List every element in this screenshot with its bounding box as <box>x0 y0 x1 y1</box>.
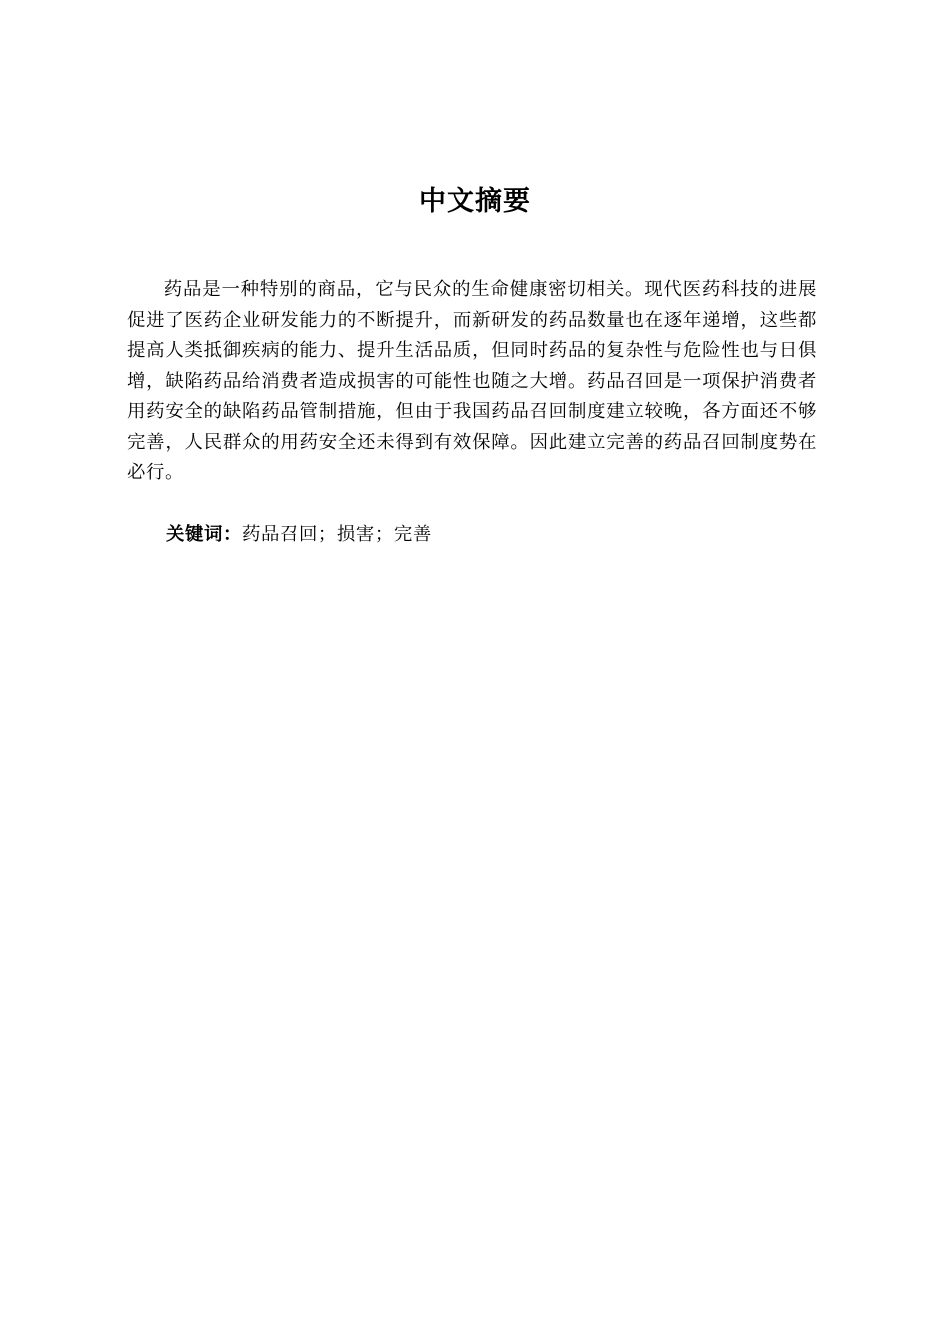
keywords-label: 关键词： <box>166 524 242 545</box>
abstract-paragraph: 药品是一种特别的商品，它与民众的生命健康密切相关。现代医药科技的进展促进了医药企业研发能力的不断提升，而新研发的药品数量也在逐年递增，这些都提高人类抵御疾病的能力、提升生活品质，但同时药品的复杂性与危险性也与日俱增，缺陷药品给消费者造成损害的可能性也随之大增。药品召回是一项保护消费者用药安全的缺陷药品管制措施，但由于我国药品召回制度建立较晚，各方面还不够完善，人民群众的用药安全还未得到有效保障。因此建立完善的药品召回制度势在必行。 <box>127 279 817 483</box>
page-title: 中文摘要 <box>419 186 531 217</box>
keywords-values: 药品召回；损害；完善 <box>241 524 432 545</box>
keywords-line <box>166 520 816 550</box>
